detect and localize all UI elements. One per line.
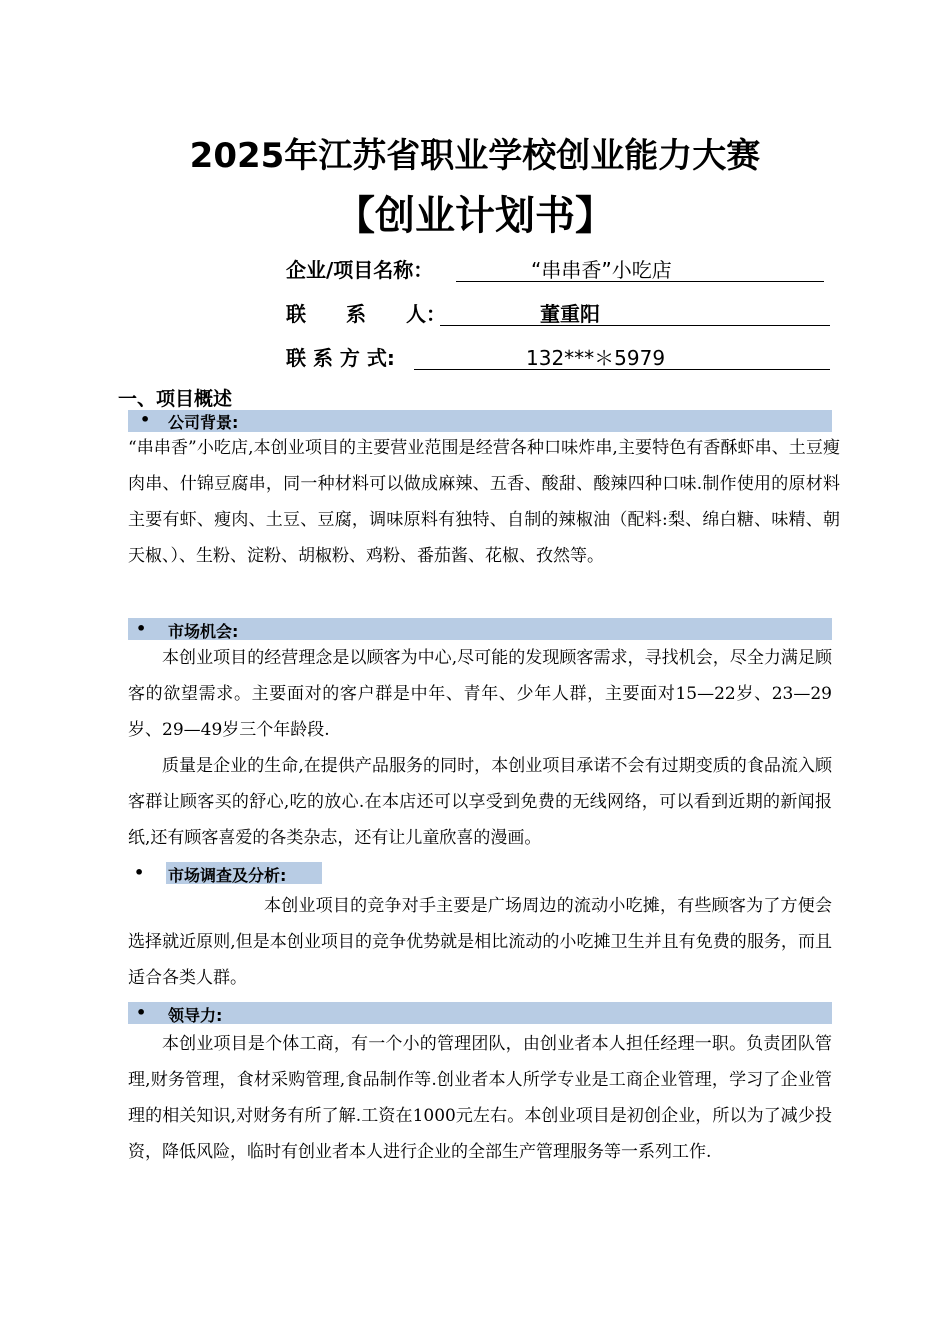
subheading-bar-leadership [128, 1002, 832, 1024]
contact-person-underline [440, 298, 830, 326]
paragraph-market-opportunity-1: 本创业项目的经营理念是以顾客为中心,尽可能的发现顾客需求，寻找机会，尽全力满足顾客的欲望需求。主要面对的客户群是中年、青年、少年人群，主要面对15—22岁、23—29岁、29—49岁三个年龄段. [128, 648, 832, 740]
subheading-market-research: 市场调查及分析: [168, 866, 287, 885]
bullet-icon: • [136, 1003, 147, 1022]
contact-phone-label: 联 系 方 式: [286, 346, 395, 370]
contact-phone-value: 132***＊5979 [526, 346, 666, 370]
paragraph-market-research: 本创业项目的竞争对手主要是广场周边的流动小吃摊，有些顾客为了方便会选择就近原则,但是本创业项目的竞争优势就是相比流动的小吃摊卫生并且有免费的服务，而且适合各类人群。 [128, 896, 832, 988]
subheading-market-opportunity: 市场机会: [168, 622, 239, 641]
project-name-value: “串串香”小吃店 [531, 258, 672, 282]
section-heading-overview: 一、项目概述 [118, 388, 233, 410]
contact-person-value: 董重阳 [540, 302, 600, 326]
project-name-label: 企业/项目名称： [286, 258, 434, 282]
paragraph-leadership: 本创业项目是个体工商，有一个小的管理团队，由创业者本人担任经理一职。负责团队管理,财务管理，食材采购管理,食品制作等.创业者本人所学专业是工商企业管理，学习了企业管理的相关知识,对财务有所了解.工资在1000元左右。本创业项目是初创企业，所以为了减少投资，降低风险，临时有创业者本人进行企业的全部生产管理服务等一系列工作. [128, 1034, 832, 1162]
paragraph-market-opportunity-2: 质量是企业的生命,在提供产品服务的同时，本创业项目承诺不会有过期变质的食品流入顾客群让顾客买的舒心,吃的放心.在本店还可以享受到免费的无线网络，可以看到近期的新闻报纸,还有顾客喜爱的各类杂志，还有让儿童欣喜的漫画。 [128, 756, 832, 848]
subheading-leadership: 领导力: [168, 1006, 223, 1025]
bullet-icon: • [140, 410, 151, 429]
contact-person-label: 联 系 人： [286, 302, 446, 326]
contact-person-row [286, 298, 831, 328]
project-name-row [286, 254, 826, 284]
bullet-icon: • [134, 863, 145, 882]
bullet-icon: • [136, 619, 147, 638]
paragraph-company-background: “串串香”小吃店,本创业项目的主要营业范围是经营各种口味炸串,主要特色有香酥虾串、土豆瘦肉串、什锦豆腐串，同一种材料可以做成麻辣、五香、酸甜、酸辣四种口味.制作使用的原材料主要有虾、瘦肉、土豆、豆腐，调味原料有独特、自制的辣椒油（配料:梨、绵白糖、味精、朝天椒、）、生粉、淀粉、胡椒粉、鸡粉、番茄酱、花椒、孜然等。 [128, 438, 840, 566]
competition-title: 2025年江苏省职业学校创业能力大赛 [189, 136, 761, 176]
contact-phone-row [286, 342, 831, 372]
document-title: 【创业计划书】 [335, 193, 615, 239]
subheading-company-background: 公司背景: [168, 413, 239, 432]
